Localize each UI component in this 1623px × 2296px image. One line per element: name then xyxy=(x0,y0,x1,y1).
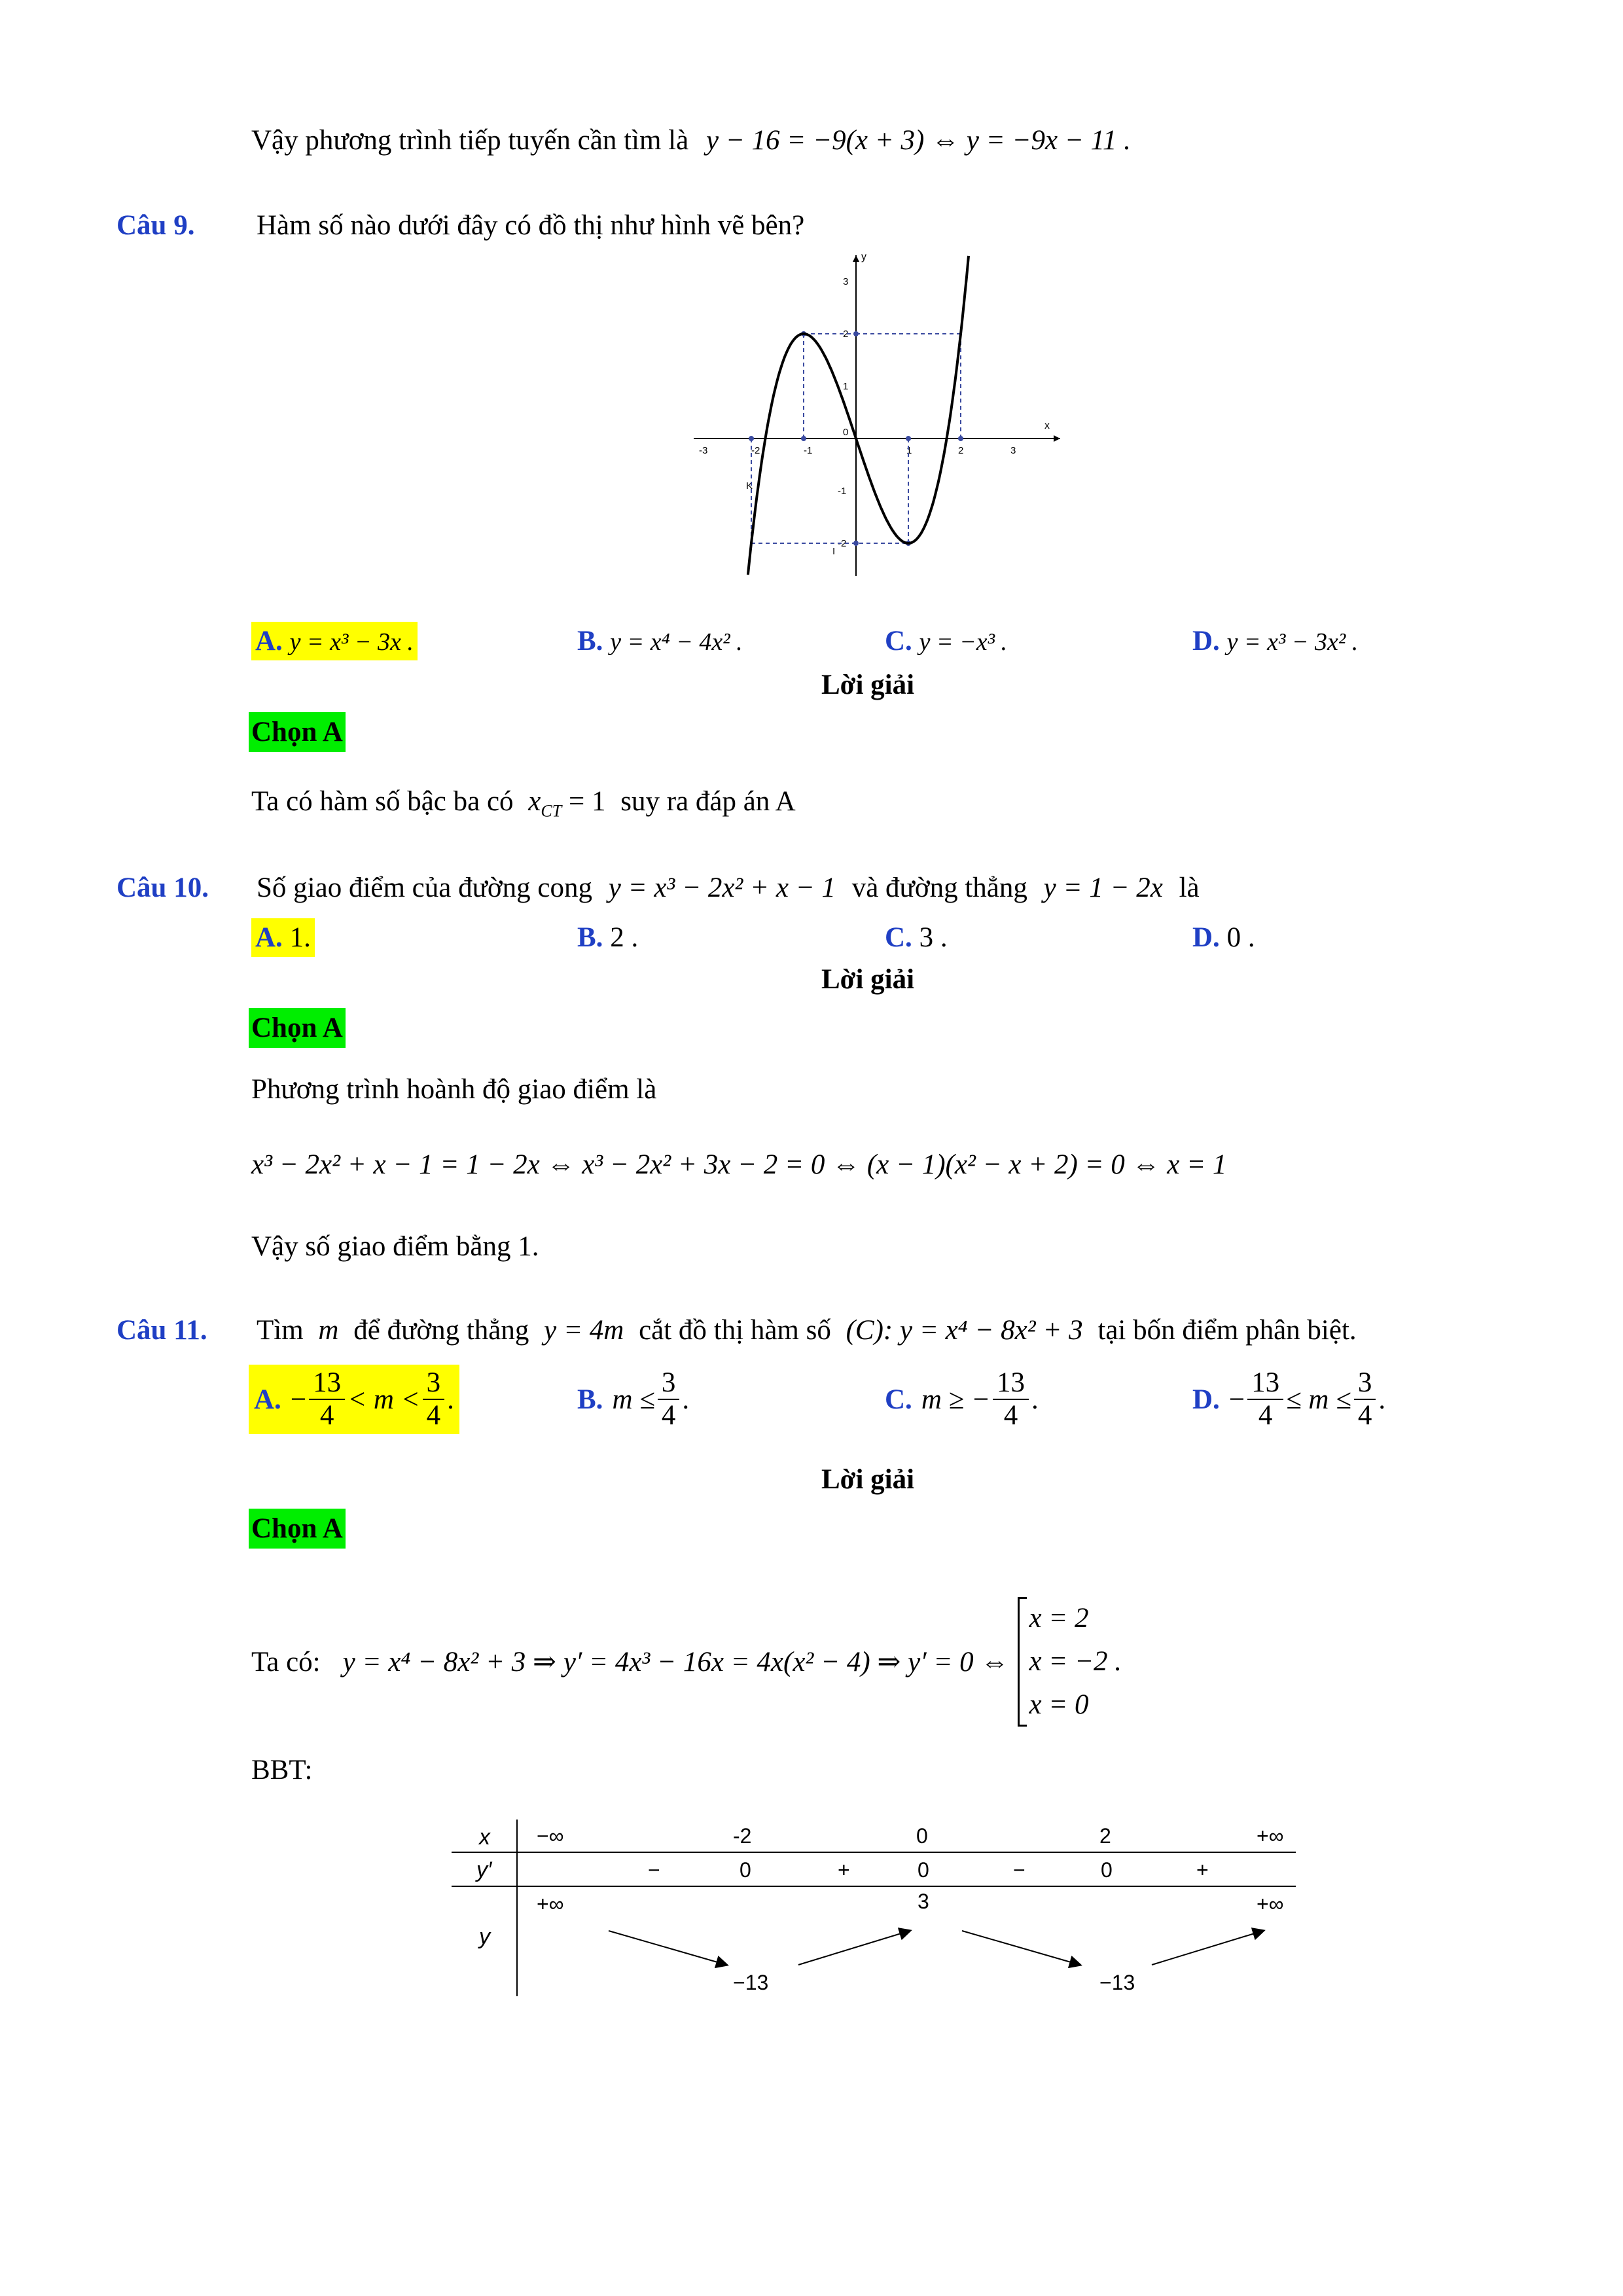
q11-option-d-den1: 4 xyxy=(1258,1400,1273,1431)
arrow-down xyxy=(609,1931,726,1965)
q10-option-b[interactable] xyxy=(577,922,638,954)
table-y-bottom: −13 xyxy=(1099,1971,1135,1994)
q11-option-a-letter: A. xyxy=(254,1384,281,1415)
table-x-value: 0 xyxy=(916,1824,928,1848)
q11-system-root: x = 0 xyxy=(1029,1689,1089,1720)
q11-line: y = 4m xyxy=(544,1315,624,1346)
q10-option-a[interactable] xyxy=(251,922,315,954)
table-row-x: x xyxy=(479,1825,490,1850)
y-tick: -1 xyxy=(838,486,847,497)
x-tick: -2 xyxy=(751,445,760,456)
table-row-yprime: y′ xyxy=(476,1857,492,1882)
q9-option-a-letter: A. xyxy=(255,626,283,656)
q11-option-b-letter: B. xyxy=(577,1384,603,1415)
y-axis-label: y xyxy=(861,251,866,262)
y-tick: 2 xyxy=(843,329,849,340)
table-y-top: +∞ xyxy=(537,1892,564,1916)
q11-choice-badge: Chọn A xyxy=(249,1509,346,1549)
cubic-curve xyxy=(748,256,969,575)
q11-var-m: m xyxy=(318,1315,339,1346)
q11-text-post: tại bốn điểm phân biệt. xyxy=(1097,1315,1357,1346)
q11-text-mid2: cắt đồ thị hàm số xyxy=(639,1315,831,1346)
q10-curve: y = x³ − 2x² + x − 1 xyxy=(608,872,836,903)
q11-system xyxy=(1018,1597,1122,1727)
table-y-top: 3 xyxy=(918,1890,929,1913)
q11-text-mid: để đường thẳng xyxy=(353,1315,529,1346)
q10-solution-title: Lời giải xyxy=(821,964,915,995)
q9-choice-badge: Chọn A xyxy=(249,712,346,752)
table-yprime-zero: 0 xyxy=(1101,1858,1113,1882)
cubic-graph xyxy=(681,245,1073,592)
table-yprime-zero: 0 xyxy=(740,1858,751,1882)
q11-system-root: x = −2 . xyxy=(1029,1646,1122,1677)
q9-option-b-text: y = x⁴ − 4x² . xyxy=(610,628,743,656)
table-arrows xyxy=(609,1931,1263,1965)
q9-option-b[interactable] xyxy=(577,625,743,657)
table-yprime-sign: − xyxy=(1013,1858,1026,1882)
q10-choice-badge: Chọn A xyxy=(249,1008,346,1048)
question-9-text: Hàm số nào dưới đây có đồ thị như hình vẽ bên? xyxy=(257,210,805,241)
table-y-top: +∞ xyxy=(1257,1892,1284,1916)
x-tick: 2 xyxy=(958,445,964,456)
q11-derivation xyxy=(251,1597,1122,1727)
table-yprime-sign: + xyxy=(1196,1858,1209,1882)
q11-option-c-letter: C. xyxy=(885,1384,912,1415)
x-tick: 1 xyxy=(906,445,912,456)
question-11-text xyxy=(257,1314,1357,1346)
question-10-text xyxy=(257,872,1200,904)
q9-option-d-letter: D. xyxy=(1192,626,1220,656)
q11-option-c-pre: m ≥ − xyxy=(921,1384,990,1415)
x-tick: -1 xyxy=(804,445,813,456)
q11-option-d-mid: ≤ m ≤ xyxy=(1286,1384,1351,1415)
q11-option-a-num2: 3 xyxy=(423,1367,445,1400)
point-label-k: K xyxy=(746,480,753,492)
q11-option-d-minus: − xyxy=(1228,1384,1245,1415)
q9-explain-pre: Ta có hàm số bậc ba có xyxy=(251,786,514,817)
y-tick: 1 xyxy=(843,381,849,392)
y-axis-arrow xyxy=(853,255,859,262)
q11-option-c-den: 4 xyxy=(1003,1400,1018,1431)
table-yprime-sign: + xyxy=(838,1858,850,1882)
q9-option-c[interactable] xyxy=(885,625,1007,657)
variation-table xyxy=(452,1813,1315,2009)
bbt-label: BBT: xyxy=(251,1755,313,1785)
table-yprime-sign: − xyxy=(648,1858,660,1882)
q10-line1: Phương trình hoành độ giao điểm là xyxy=(251,1074,657,1105)
q10-option-b-text: 2 . xyxy=(610,922,639,953)
q10-option-d[interactable] xyxy=(1192,922,1255,954)
q10-option-a-text: 1. xyxy=(289,922,311,953)
table-x-value: 2 xyxy=(1099,1824,1111,1848)
q9-solution-title: Lời giải xyxy=(821,670,915,700)
q11-option-d-end: . xyxy=(1378,1384,1386,1415)
q11-curve: (C): y = x⁴ − 8x² + 3 xyxy=(846,1315,1083,1346)
q11-option-b[interactable] xyxy=(577,1367,689,1431)
arrow-up xyxy=(798,1931,910,1965)
q10-text-post: là xyxy=(1179,872,1200,903)
q11-solution-title: Lời giải xyxy=(821,1464,915,1495)
q10-conclusion: Vậy số giao điểm bằng 1. xyxy=(251,1231,539,1262)
x-tick: -3 xyxy=(699,445,708,456)
origin-label: 0 xyxy=(843,427,849,438)
q11-option-d-den2: 4 xyxy=(1357,1400,1372,1431)
q11-text-pre: Tìm xyxy=(257,1315,304,1346)
q10-option-a-letter: A. xyxy=(255,922,283,953)
q9-option-c-letter: C. xyxy=(885,626,912,656)
q11-option-b-num: 3 xyxy=(658,1367,680,1400)
table-y-bottom: −13 xyxy=(733,1971,769,1994)
q11-option-d-num2: 3 xyxy=(1354,1367,1376,1400)
q11-option-a[interactable] xyxy=(249,1365,459,1434)
q11-option-b-den: 4 xyxy=(661,1400,676,1431)
q11-option-a-den1: 4 xyxy=(319,1400,334,1431)
table-row-y: y xyxy=(479,1924,490,1949)
y-tick: 3 xyxy=(843,276,849,287)
q11-option-d-num1: 13 xyxy=(1247,1367,1283,1400)
table-x-value: +∞ xyxy=(1257,1824,1284,1848)
q11-option-b-pre: m ≤ xyxy=(612,1384,655,1415)
q10-option-d-letter: D. xyxy=(1192,922,1220,953)
q11-option-c[interactable] xyxy=(885,1367,1039,1431)
q9-explain-sub: CT xyxy=(541,801,562,821)
q11-option-d-letter: D. xyxy=(1192,1384,1220,1415)
x-axis-arrow xyxy=(1054,435,1060,442)
arrow-up xyxy=(1152,1931,1263,1965)
q10-line: y = 1 − 2x xyxy=(1043,872,1163,903)
q10-option-d-text: 0 . xyxy=(1226,922,1255,953)
intro-text: Vậy phương trình tiếp tuyến cần tìm là xyxy=(251,125,689,156)
question-9-label: Câu 9. xyxy=(116,210,195,241)
intro-formula: y − 16 = −9(x + 3) ⇔ y = −9x − 11 . xyxy=(705,125,1131,156)
arrow-down xyxy=(962,1931,1080,1965)
q9-option-d-text: y = x³ − 3x² . xyxy=(1226,628,1359,656)
q10-equation: x³ − 2x² + x − 1 = 1 − 2x ⇔ x³ − 2x² + 3x − 2 = 0 ⇔ (x − 1)(x² − x + 2) = 0 ⇔ x = 1 xyxy=(251,1149,1227,1180)
q11-option-d[interactable] xyxy=(1192,1367,1385,1431)
q10-text-pre: Số giao điểm của đường cong xyxy=(257,872,592,903)
q11-option-c-end: . xyxy=(1031,1384,1039,1415)
q11-option-a-den2: 4 xyxy=(426,1400,441,1431)
q11-derivation-formula: y = x⁴ − 8x² + 3 ⇒ y′ = 4x³ − 16x = 4x(x² − 4) ⇒ y′ = 0 ⇔ xyxy=(342,1647,1009,1677)
point-label-i: I xyxy=(832,546,836,557)
x-tick: 3 xyxy=(1010,445,1016,456)
q11-option-a-end: . xyxy=(447,1384,454,1415)
q9-explain-eq: = 1 xyxy=(568,786,606,817)
table-x-value: −∞ xyxy=(537,1824,564,1848)
table-yprime-zero: 0 xyxy=(918,1858,929,1882)
q9-option-a[interactable] xyxy=(251,625,418,657)
q9-explain-var: x xyxy=(528,786,541,817)
q11-option-a-minus: − xyxy=(290,1384,307,1415)
q11-option-a-mid: < m < xyxy=(348,1384,420,1415)
q9-explain-post: suy ra đáp án A xyxy=(620,786,796,817)
q9-option-d[interactable] xyxy=(1192,625,1358,657)
q9-option-a-text: y = x³ − 3x . xyxy=(289,628,414,656)
q10-option-c-letter: C. xyxy=(885,922,912,953)
table-x-value: -2 xyxy=(733,1824,752,1848)
q9-explanation xyxy=(251,785,796,821)
q11-system-root: x = 2 xyxy=(1029,1603,1089,1634)
x-axis-label: x xyxy=(1044,420,1050,431)
q9-option-c-text: y = −x³ . xyxy=(919,628,1007,656)
q10-option-c[interactable] xyxy=(885,922,948,954)
q10-option-b-letter: B. xyxy=(577,922,603,953)
q11-taco: Ta có: xyxy=(251,1646,321,1677)
question-11-label: Câu 11. xyxy=(116,1315,207,1346)
q11-option-a-num1: 13 xyxy=(309,1367,345,1400)
question-10-label: Câu 10. xyxy=(116,872,209,903)
q11-option-b-end: . xyxy=(682,1384,690,1415)
q11-option-c-num: 13 xyxy=(993,1367,1029,1400)
q10-option-c-text: 3 . xyxy=(919,922,948,953)
q10-text-mid: và đường thẳng xyxy=(851,872,1027,903)
y-tick: -2 xyxy=(838,538,847,549)
q9-option-b-letter: B. xyxy=(577,626,603,656)
